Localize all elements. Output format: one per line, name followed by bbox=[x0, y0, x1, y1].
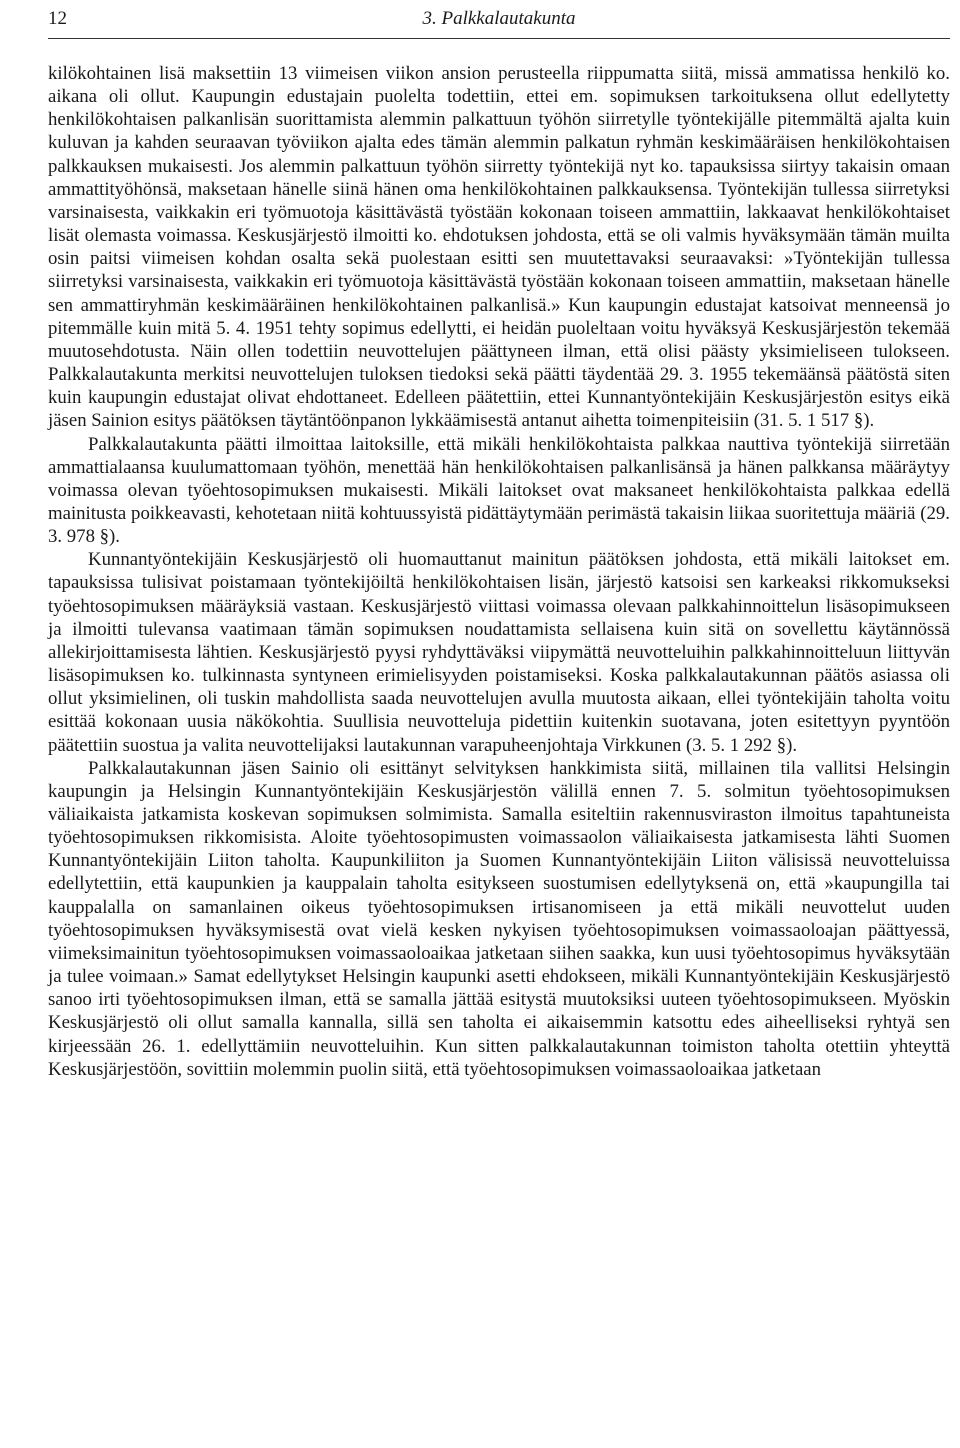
page-number: 12 bbox=[48, 8, 67, 29]
running-title: 3. Palkkalautakunta bbox=[422, 8, 576, 29]
paragraph-3: Kunnantyöntekijäin Keskusjärjestö oli huomauttanut mainitun päätöksen johdosta, että mikäli laitokset em. tapauksissa tulisivat poistamaan työntekijöiltä henkilökohtaisen lisän, järjestö katsoisi sen karkeaksi rikkomukseksi työehtosopimuksen määräyksiä vastaan. Keskusjärjestö viittasi voimassa olevaan palkkahinnoittelun lisäsopimukseen ja ilmoitti tulevansa vaatimaan tämän sopimuksen noudattamista sellaisena kuin sitä on sovellettu käytännössä allekirjoittamisesta lähtien. Keskusjärjestö pyysi ryhdyttäväksi viipymättä neuvotteluihin palkkahinnoitteluun liittyvän lisäsopimuksen ko. tulkinnasta syntyneen erimielisyyden poistamiseksi. Koska palkkalautakunnan päätös asiassa oli ollut yksimielinen, oli tuskin mahdollista saada neuvottelujen avulla muutosta aikaan, ellei työntekijäin taholta voitu esittää kokonaan uusia näkökohtia. Suullisia neuvotteluja pidettiin kuitenkin suotavana, joten esitettyyn pyyntöön päätettiin suostua ja valita neuvottelijaksi lautakunnan varapuheenjohtaja Virkkunen (3. 5. 1 292 §). bbox=[48, 549, 950, 756]
document-page bbox=[48, 0, 950, 1081]
paragraph-4: Palkkalautakunnan jäsen Sainio oli esittänyt selvityksen hankkimista siitä, millainen tila vallitsi Helsingin kaupungin ja Helsingin Kunnantyöntekijäin Keskusjärjestön välillä ennen 7. 5. solmitun työehtosopimuksen väliaikaista jatkamista koskevan sopimuksen solmimista. Samalla esiteltiin rakennusviraston ilmoitus tapahtuneista työehtosopimuksen rikkomisista. Aloite työehtosopimusten voimassaolon väliaikaisesta jatkamisesta lähti Suomen Kunnantyöntekijäin Liiton taholta. Kaupunkiliiton ja Suomen Kunnantyöntekijäin Liiton välisissä neuvotteluissa edellytettiin, että kaupunkien ja kauppalain taholta esitykseen suostumisen edellytyksenä on, että »kaupungilla tai kauppalalla on samanlainen oikeus työehtosopimuksen irtisanomiseen ja että mikäli neuvottelut uuden työehtosopimuksen hyväksymisestä ovat vielä kesken nykyisen työehtosopimuksen voimassaoloajan päättyessä, viimeksimainitun työehtosopimuksen voimassaoloaikaa jatketaan siihen saakka, kun uusi työehtosopimus hyväksytään ja tulee voimaan.» Samat edellytykset Helsingin kaupunki asetti ehdokseen, mikäli Kunnantyöntekijäin Keskusjärjestö sanoo irti työehtosopimuksen ilman, että se samalla jättää esitystä muutoksiksi uuteen työehtosopimukseen. Myöskin Keskusjärjestö oli ollut samalla kannalla, sillä sen taholta ei aikaisemmin katsottu edes aiheelliseksi ryhtyä sen kirjeessään 26. 1. edellyttämiin neuvotteluihin. Kun sitten palkkalautakunnan toimiston taholta otettiin yhteyttä Keskusjärjestöön, sovittiin molemmin puolin siitä, että työehtosopimuksen voimassaoloaikaa jatketaan bbox=[48, 757, 950, 1080]
running-header bbox=[48, 0, 950, 44]
header-rule bbox=[48, 38, 950, 39]
paragraph-2: Palkkalautakunta päätti ilmoittaa laitoksille, että mikäli henkilökohtaista palkkaa nauttiva työntekijä siirretään ammattialaansa kuulumattomaan työhön, menettää hän henkilökohtaisen palkanlisänsä ja hänen palkkansa määräytyy voimassa olevan työehtosopimuksen mukaisesti. Mikäli laitokset ovat maksaneet henkilökohtaista palkkaa edellä mainitusta poikkeavasti, kehotetaan niitä kohtuussyistä pidättäytymään perimästä takaisin liikaa suoritettuja määriä (29. 3. 978 §). bbox=[48, 433, 950, 548]
body-text bbox=[48, 62, 950, 1081]
paragraph-1: kilökohtainen lisä maksettiin 13 viimeisen viikon ansion perusteella riippumatta siitä, missä ammatissa henkilö ko. aikana oli ollut. Kaupungin edustajain puolelta todettiin, ettei em. sopimuksen tarkoituksena ollut edellytetty henkilökohtaisen palkanlisän suorittamista alemmin palkattuun työhön siirretylle työntekijälle pitemmältä ajalta kuin kuluvan ja kahden seuraavan työviikon ajalta edes tämän alemmin palkatun ryhmän keskimääräisen henkilökohtaisen palkkauksen mukaisesti. Jos alemmin palkattuun työhön siirretty työntekijä nyt ko. tapauksissa siirtyy takaisin omaan ammattityöhönsä, maksetaan hänelle siinä hänen oma henkilökohtainen palkkauksensa. Työntekijän tullessa siirretyksi varsinaisesta, vaikkakin eri työmuotoja käsittävästä työstään kokonaan toiseen ammattiin, lakkaavat henkilökohtaiset lisät olemasta voimassa. Keskusjärjestö ilmoitti ko. ehdotuksen johdosta, että se oli valmis hyväksymään tämän muilta osin paitsi viimeisen kohdan osalta sekä puolestaan esitti sen muutettavaksi seuraavaksi: »Työntekijän tullessa siirretyksi varsinaisesta, vaikkakin eri työmuotoja käsittävästä työstään kokonaan toiseen ammattiin, maksetaan hänelle sen ammattiryhmän keskimääräinen henkilökohtainen palkanlisä.» Kun kaupungin edustajat katsoivat menneensä jo pitemmälle kuin mitä 5. 4. 1951 tehty sopimus edellytti, ei heidän puoleltaan voitu hyväksyä Keskusjärjestön tekemää muutosehdotusta. Näin ollen todettiin neuvottelujen päättyneen ilman, että olisi päästy yksimieliseen tulokseen. Palkkalautakunta merkitsi neuvottelujen tuloksen tiedoksi sekä päätti täydentää 29. 3. 1955 tekemäänsä päätöstä siten kuin kaupungin edustajat olivat ehdottaneet. Edelleen päätettiin, ettei Kunnantyöntekijäin Keskusjärjestön esitys eikä jäsen Sainion esitys päätöksen täytäntöönpanon lykkäämisestä antanut aihetta toimenpiteisiin (31. 5. 1 517 §). bbox=[48, 63, 950, 432]
